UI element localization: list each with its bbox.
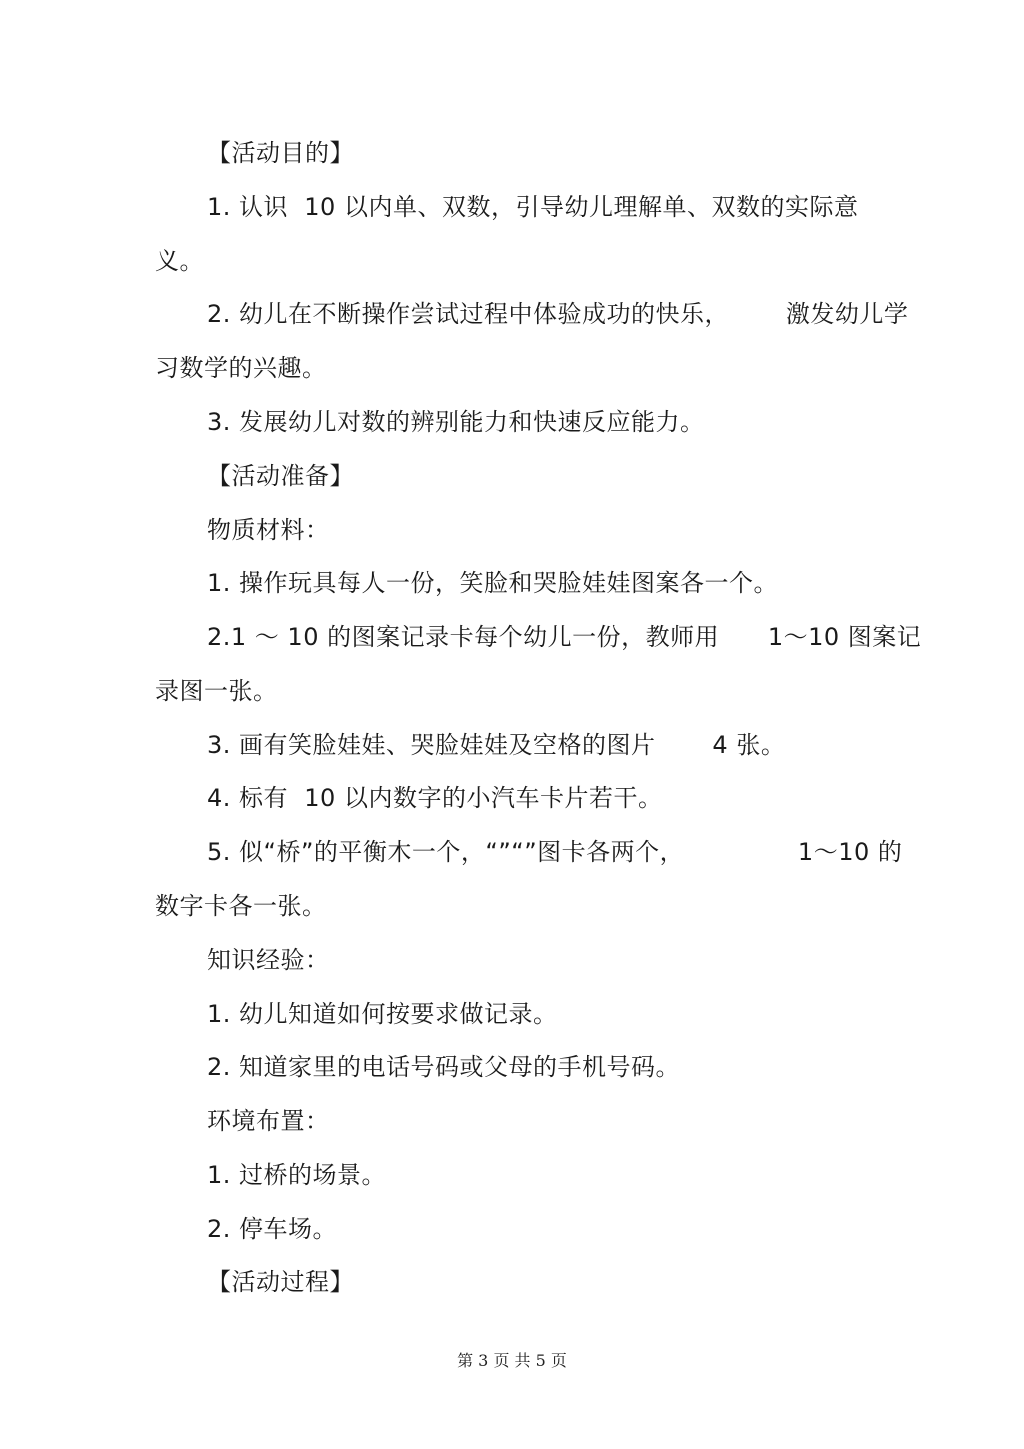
paragraph-line: 2.1 ～ 10 的图案记录卡每个幼儿一份，教师用 1～10 图案记 xyxy=(207,623,922,651)
paragraph-line: 1. 操作玩具每人一份，笑脸和哭脸娃娃图案各一个。 xyxy=(207,569,779,597)
paragraph-line: 1. 幼儿知道如何按要求做记录。 xyxy=(207,1000,558,1028)
paragraph-line: 2. 知道家里的电话号码或父母的手机号码。 xyxy=(207,1053,681,1081)
subheading-environment: 环境布置： xyxy=(207,1107,330,1135)
paragraph-line: 2. 幼儿在不断操作尝试过程中体验成功的快乐， 激发幼儿学 xyxy=(207,300,909,328)
page-footer: 第 3 页 共 5 页 xyxy=(457,1351,567,1370)
paragraph-line: 4. 标有 10 以内数字的小汽车卡片若干。 xyxy=(207,784,663,812)
section-heading-activity-process: 【活动过程】 xyxy=(207,1268,354,1296)
paragraph-line: 1. 认识 10 以内单、双数，引导幼儿理解单、双数的实际意 xyxy=(207,193,859,221)
section-heading-activity-preparation: 【活动准备】 xyxy=(207,462,354,490)
paragraph-line: 数字卡各一张。 xyxy=(155,892,327,920)
section-heading-activity-goals: 【活动目的】 xyxy=(207,139,354,167)
subheading-knowledge: 知识经验： xyxy=(207,946,330,974)
paragraph-line: 2. 停车场。 xyxy=(207,1215,338,1243)
paragraph-line: 3. 画有笑脸娃娃、哭脸娃娃及空格的图片 4 张。 xyxy=(207,731,786,759)
paragraph-line: 1. 过桥的场景。 xyxy=(207,1161,387,1189)
paragraph-line: 5. 似“桥”的平衡木一个，“”“”图卡各两个， 1～10 的 xyxy=(207,838,903,866)
paragraph-line: 习数学的兴趣。 xyxy=(155,354,327,382)
paragraph-line: 录图一张。 xyxy=(155,677,278,705)
paragraph-line: 3. 发展幼儿对数的辨别能力和快速反应能力。 xyxy=(207,408,705,436)
subheading-materials: 物质材料： xyxy=(207,516,330,544)
paragraph-line: 义。 xyxy=(155,247,204,275)
